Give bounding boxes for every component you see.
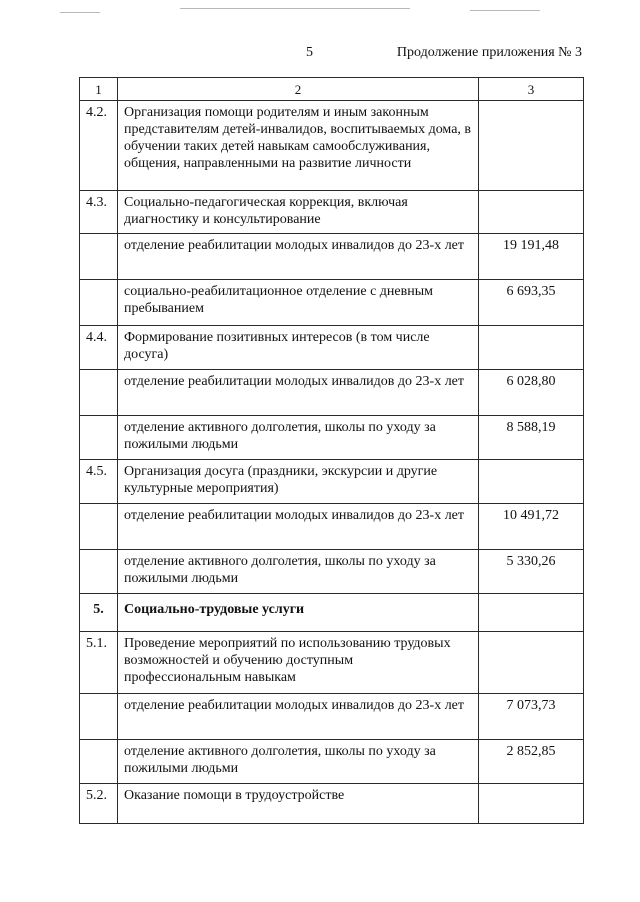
table-row xyxy=(80,460,584,504)
row-number-cell xyxy=(80,740,118,784)
table-row xyxy=(80,504,584,550)
table-row xyxy=(80,191,584,234)
table-row xyxy=(80,234,584,280)
row-number-cell xyxy=(80,370,118,416)
table-header-row xyxy=(80,78,584,101)
page-number: 5 xyxy=(306,45,313,60)
row-number-cell xyxy=(80,550,118,594)
row-value-cell xyxy=(479,326,584,370)
row-value-cell: 19 191,48 xyxy=(479,234,584,280)
column-header-1: 1 xyxy=(80,78,118,101)
row-value-cell: 7 073,73 xyxy=(479,694,584,740)
table-row xyxy=(80,326,584,370)
table-row xyxy=(80,101,584,191)
row-description-cell: Формирование позитивных интересов (в том числе досуга) xyxy=(118,326,479,370)
row-description-cell: Социально-трудовые услуги xyxy=(118,594,479,632)
scan-artifact xyxy=(470,10,540,11)
row-value-cell xyxy=(479,784,584,824)
row-value-cell xyxy=(479,594,584,632)
row-number-cell xyxy=(80,504,118,550)
row-description-cell: Организация помощи родителям и иным законным представителям детей-инвалидов, воспитываемых дома, в обучении таких детей навыкам самообслуживания, общения, направленными на развитие личности xyxy=(118,101,479,191)
row-number-cell: 4.4. xyxy=(80,326,118,370)
table-row xyxy=(80,784,584,824)
row-value-cell: 5 330,26 xyxy=(479,550,584,594)
row-number-cell: 5.1. xyxy=(80,632,118,694)
row-number-cell xyxy=(80,234,118,280)
column-header-2: 2 xyxy=(118,78,479,101)
row-number-cell xyxy=(80,280,118,326)
table-row xyxy=(80,594,584,632)
row-number-cell: 4.2. xyxy=(80,101,118,191)
table-row xyxy=(80,694,584,740)
row-description-cell: отделение активного долголетия, школы по уходу за пожилыми людьми xyxy=(118,416,479,460)
row-number-cell: 5.2. xyxy=(80,784,118,824)
table-row xyxy=(80,632,584,694)
row-description-cell: отделение активного долголетия, школы по уходу за пожилыми людьми xyxy=(118,550,479,594)
row-description-cell: отделение реабилитации молодых инвалидов до 23-х лет xyxy=(118,504,479,550)
row-value-cell: 2 852,85 xyxy=(479,740,584,784)
row-value-cell: 6 693,35 xyxy=(479,280,584,326)
table-body xyxy=(80,78,584,824)
row-description-cell: отделение реабилитации молодых инвалидов до 23-х лет xyxy=(118,370,479,416)
column-header-3: 3 xyxy=(479,78,584,101)
row-value-cell: 8 588,19 xyxy=(479,416,584,460)
row-number-cell: 4.3. xyxy=(80,191,118,234)
row-description-cell: отделение реабилитации молодых инвалидов до 23-х лет xyxy=(118,694,479,740)
scan-artifact xyxy=(60,12,100,13)
row-number-cell: 4.5. xyxy=(80,460,118,504)
row-value-cell: 10 491,72 xyxy=(479,504,584,550)
table-row xyxy=(80,370,584,416)
row-description-cell: отделение реабилитации молодых инвалидов до 23-х лет xyxy=(118,234,479,280)
row-description-cell: Оказание помощи в трудоустройстве xyxy=(118,784,479,824)
row-number-cell: 5. xyxy=(80,594,118,632)
row-value-cell xyxy=(479,460,584,504)
row-number-cell xyxy=(80,416,118,460)
row-description-cell: Проведение мероприятий по использованию трудовых возможностей и обучению доступным профессиональным навыкам xyxy=(118,632,479,694)
row-description-cell: отделение активного долголетия, школы по уходу за пожилыми людьми xyxy=(118,740,479,784)
row-value-cell xyxy=(479,191,584,234)
row-description-cell: Организация досуга (праздники, экскурсии и другие культурные мероприятия) xyxy=(118,460,479,504)
row-value-cell xyxy=(479,101,584,191)
row-description-cell: социально-реабилитационное отделение с дневным пребыванием xyxy=(118,280,479,326)
row-number-cell xyxy=(80,694,118,740)
scan-artifact xyxy=(180,8,410,9)
row-value-cell: 6 028,80 xyxy=(479,370,584,416)
table-row xyxy=(80,280,584,326)
table-row xyxy=(80,550,584,594)
row-value-cell xyxy=(479,632,584,694)
services-table xyxy=(79,77,584,824)
table-row xyxy=(80,416,584,460)
row-description-cell: Социально-педагогическая коррекция, включая диагностику и консультирование xyxy=(118,191,479,234)
table-row xyxy=(80,740,584,784)
appendix-note: Продолжение приложения № 3 xyxy=(396,45,582,60)
